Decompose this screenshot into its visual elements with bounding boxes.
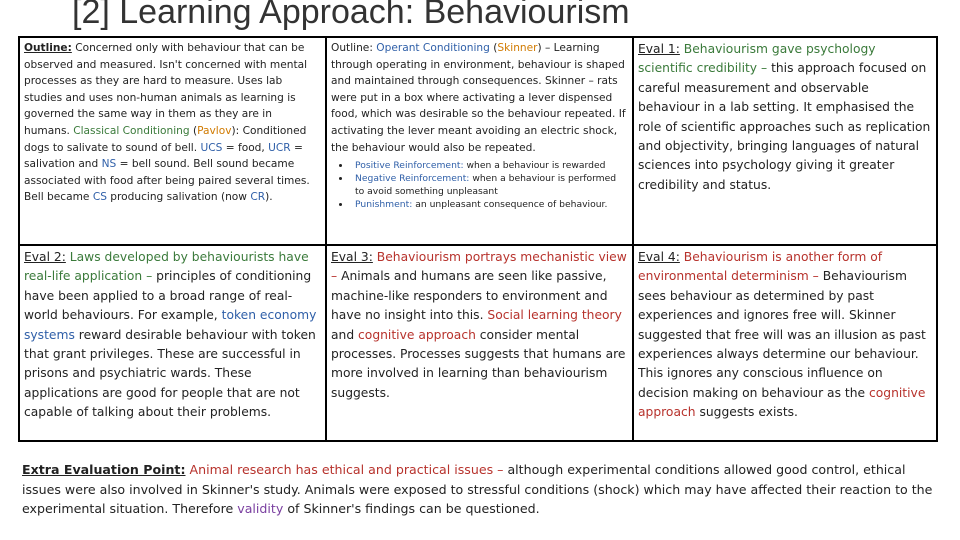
bullet-term: Negative Reinforcement: <box>355 173 470 185</box>
outline-label: Outline: <box>24 42 72 54</box>
operant-conditioning-term: Operant Conditioning <box>372 42 490 54</box>
cognitive-approach-term: cognitive approach <box>638 385 926 420</box>
ucr-term: UCR <box>268 141 291 154</box>
text-fragment: and <box>331 327 359 342</box>
eval-4-label: Eval 4: <box>638 250 680 264</box>
cognitive-approach-term: cognitive approach <box>358 327 476 342</box>
eval-4-cell <box>634 246 936 440</box>
outline-operant-cell <box>327 38 632 244</box>
text-fragment: ): Conditioned dogs to salivate to sound of bell. <box>24 124 307 154</box>
eval-2-label: Eval 2: <box>24 250 66 264</box>
classical-conditioning-term: Classical Conditioning <box>73 124 190 137</box>
reinforcement-list <box>331 159 628 211</box>
eval-3-cell <box>327 246 632 440</box>
bullet-term: Punishment: <box>355 199 413 211</box>
bullet-text: an unpleasant consequence of behaviour. <box>412 199 608 211</box>
cr-term: CR <box>250 191 266 204</box>
extra-text: although experimental conditions allowed good control, ethical issues were also involved in Skinner's study. Animals were exposed to stressful conditions (shock) which may have affected their reaction to the experimental situation. Therefore <box>22 462 933 517</box>
eval-4-text: Behaviourism sees behaviour as determined by past experiences and ignores free will. Skinner suggested that free will was an illusion as past experiences always determine our behaviour. This ignores any conscious influence on decision making on behaviour as the <box>638 269 926 400</box>
slide-title: [2] Learning Approach: Behaviourism <box>72 0 630 31</box>
list-item <box>351 172 628 198</box>
content-grid <box>18 36 938 442</box>
text-fragment: ( <box>489 42 498 54</box>
text-fragment: = salivation and <box>24 141 303 171</box>
cs-term: CS <box>92 191 107 204</box>
ns-term: NS <box>101 158 117 171</box>
text-fragment: ). <box>265 191 273 204</box>
eval-2-text: principles of conditioning have been applied to a broad range of real-world behaviours. For example, <box>24 269 312 323</box>
bullet-text: when a behaviour is performed to avoid something unpleasant <box>355 173 617 198</box>
text-fragment: ( <box>189 124 198 137</box>
outline-text: Concerned only with behaviour that can be observed and measured. Isn't concerned with mental processes as they are hard to measure. Uses lab studies and uses non-human animals as learning is governed the same way in them as they are in humans. <box>24 42 308 137</box>
text-fragment: consider mental processes. Processes suggests that humans are more involved in learning than behaviourism suggests. <box>331 327 626 400</box>
outline-label: Outline: <box>331 42 373 54</box>
text-fragment: suggests exists. <box>695 405 798 420</box>
text-fragment: producing salivation (now <box>106 191 251 204</box>
outline-classical-cell <box>20 38 325 244</box>
text-fragment: = food, <box>222 141 269 154</box>
skinner-term: Skinner <box>497 42 538 54</box>
eval-1-text: this approach focused on careful measurement and observable behaviour in a lab setting. It emphasised the role of scientific approaches such as replication and objectivity, bringing languages of natural sciences into psychology giving it greater credibility and status. <box>638 61 931 192</box>
bullet-term: Positive Reinforcement: <box>355 160 464 172</box>
eval-1-label: Eval 1: <box>638 42 680 56</box>
bullet-text: when a behaviour is rewarded <box>463 160 606 172</box>
eval-2-claim: Laws developed by behaviourists have real-life application – <box>24 250 309 284</box>
extra-evaluation-point <box>22 460 938 519</box>
token-economy-term: token economy systems <box>24 308 317 342</box>
eval-1-cell <box>634 38 936 244</box>
eval-3-text: Animals and humans are seen like passive, machine-like responders to environment and have no insight into this. <box>331 269 608 323</box>
text-fragment: reward desirable behaviour with token that grant privileges. These are successful in prisons and psychiatric wards. These applications are good for people that are not capable of talking about their problems. <box>24 327 316 420</box>
eval-4-claim: Behaviourism is another form of environmental determinism – <box>638 250 883 284</box>
outline-text: ) – Learning through operating in environment, behaviour is shaped and maintained through consequences. Skinner – rats were put in a box where activating a lever dispensed food, which was desirable so the behaviour repeated. If activating the lever meant avoiding an electric shock, the behaviour would also be repeated. <box>331 42 626 154</box>
list-item <box>351 198 628 211</box>
text-fragment: of Skinner's findings can be questioned. <box>283 501 540 517</box>
extra-label: Extra Evaluation Point: <box>22 462 186 477</box>
eval-2-cell <box>20 246 325 440</box>
extra-claim: Animal research has ethical and practical issues – <box>185 462 504 477</box>
social-learning-theory-term: Social learning theory <box>487 308 622 323</box>
eval-1-claim: Behaviourism gave psychology scientific credibility – <box>638 42 876 76</box>
text-fragment: = bell sound. Bell sound became associated with food after being paired several times. Bell became <box>24 158 310 204</box>
list-item <box>351 159 628 172</box>
eval-3-label: Eval 3: <box>331 250 373 264</box>
eval-3-claim: Behaviourism portrays mechanistic view – <box>331 250 627 284</box>
validity-term: validity <box>237 501 284 517</box>
pavlov-term: Pavlov <box>197 124 232 137</box>
ucs-term: UCS <box>200 141 223 154</box>
